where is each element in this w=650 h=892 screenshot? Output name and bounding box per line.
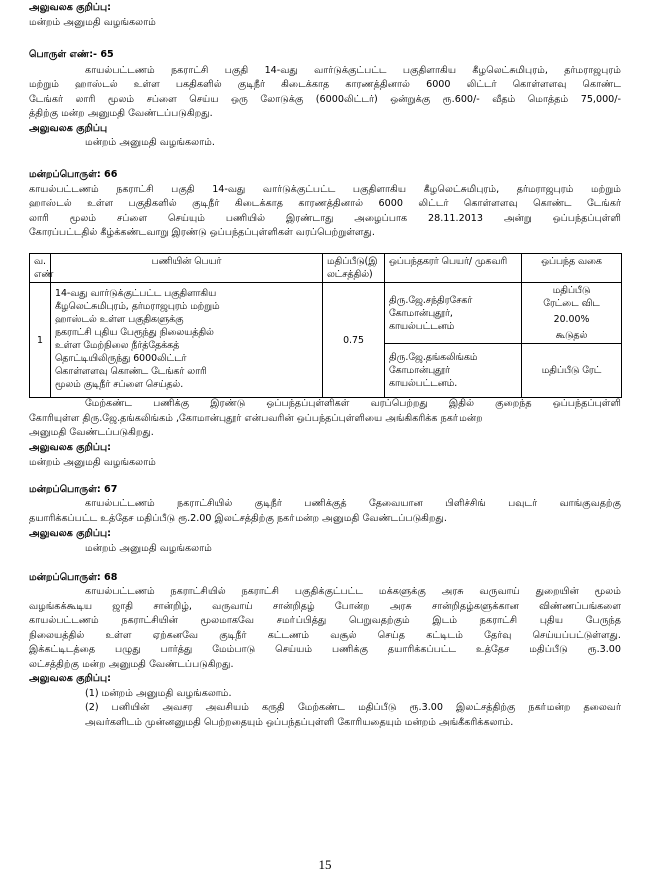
type-line: மதிப்பீடு ரேட் bbox=[541, 365, 602, 376]
type-line: மதிப்பீடு bbox=[552, 285, 591, 296]
contract-table bbox=[29, 253, 622, 398]
item68-title: மன்றப்பொருள்: 68 bbox=[29, 572, 118, 583]
item66-after-line-2: கோரியுள்ள திரு.ஜே.தங்கலிங்கம் ,கோமான்புதூர் என்பவரின் ஒப்பந்தப்புள்ளியை அங்கிகரிக்க நகா்மன்ற bbox=[29, 413, 483, 424]
contractor-line: திரு.ஜே.தங்கலிங்கம் bbox=[389, 352, 478, 363]
item66-after-line-3: அனுமதி வேண்டப்படுகிறது. bbox=[29, 427, 154, 438]
item65-title: பொருள் எண்:- 65 bbox=[29, 49, 114, 60]
item67-note-text: மன்றம் அனுமதி வழங்கலாம் bbox=[85, 543, 212, 554]
work-line: கீழலெட்சுமிபுரம், தர்மராஜபுரம் மற்றும் bbox=[55, 301, 220, 312]
item68-line-2: வழங்கக்கூடிய ஜாதி சான்றிழ், வருவாய் சான்றிதழ் போன்ற அரசு சான்றிதழ்களுக்கான விண்ணப்பங்களை bbox=[29, 601, 621, 612]
cell-estimate: 0.75 bbox=[323, 283, 385, 398]
contractor-line: கோமான்புதூர், bbox=[389, 307, 453, 319]
cell-type-2 bbox=[522, 344, 622, 398]
item66-note-heading: அலுவலக குறிப்பு: bbox=[29, 442, 112, 453]
contractor-line: காயல்பட்டனம். bbox=[389, 378, 458, 389]
contractor-line: காயல்பட்டனம் bbox=[389, 320, 455, 332]
contractor-line: கோமான்புதூர் bbox=[389, 365, 450, 376]
cell-work bbox=[51, 283, 323, 398]
item66-after-line-1: மேற்கண்ட பணிக்கு இரண்டு ஒப்பந்தப்புள்ளிகள் வரப்பெற்றது இதில் குறைந்த ஒப்பந்தப்புள்ளி bbox=[85, 398, 621, 409]
item67-note-heading: அலுவலக குறிப்பு: bbox=[29, 528, 112, 539]
cell-contractor-1 bbox=[385, 283, 522, 344]
top-note-text: மன்றம் அனுமதி வழங்கலாம் bbox=[29, 17, 156, 28]
item68-point-1: (1) மன்றம் அனுமதி வழங்கலாம். bbox=[85, 688, 232, 699]
type-line: 20.00% bbox=[553, 314, 590, 325]
page-number: 15 bbox=[318, 857, 332, 872]
table-row bbox=[30, 283, 622, 344]
type-line: கூடுதல் bbox=[555, 330, 588, 341]
cell-contractor-2 bbox=[385, 344, 522, 398]
col-header-type: ஒப்பந்த வகை bbox=[522, 254, 622, 283]
item66-title: மன்றப்பொருள்: 66 bbox=[29, 169, 118, 180]
item67-title: மன்றப்பொருள்: 67 bbox=[29, 484, 118, 495]
item65-note-text: மன்றம் அனுமதி வழங்கலாம். bbox=[85, 137, 215, 148]
item65-note-heading: அலுவலக குறிப்பு bbox=[29, 123, 108, 134]
work-line: உள்ள மேற்நிலை நீர்த்தேக்கத் bbox=[55, 340, 180, 351]
item66-line-3: லாரி மூலம் சப்ளை செய்யும் பணியில் இரண்டாது அழைப்பாக 28.11.2013 அன்று ஒப்பந்தப்புள்ளி bbox=[29, 213, 621, 224]
col-header-contractor: ஒப்பந்தகரர் பெயர்/ முகவரி bbox=[385, 254, 522, 283]
top-note-heading: அலுவலக குறிப்பு: bbox=[29, 2, 112, 13]
work-line: மூலம் குடிநீர் சப்ளை செய்தல். bbox=[55, 379, 184, 390]
item68-line-4: நிலையத்தில் உள்ள ஏற்கனவே குடிநீர் கட்டணம் வசூல் செய்த கட்டிடம் தேர்வு செய்யப்பட்டுள்ளது. bbox=[29, 630, 621, 641]
table-header-row bbox=[30, 254, 622, 283]
item67-line-1: காயல்பட்டணம் நகராட்சியில் குடிநீர் பணிக்குத் தேவையான பிளிச்சிங் பவுடர் வாங்குவதற்கு bbox=[85, 498, 621, 509]
item66-line-2: ஹாஸ்டல் உள்ள பகுதிகளில் குடிநீர் கிடைக்காத காரணத்தினால் 6000 லிட்டர் கொள்ளளவு கொண்ட டேங்கர் bbox=[29, 198, 621, 209]
item68-point-2-cont: அவர்களிடம் முன்னனுமதி பெற்றதையும் ஒப்பந்தப்புள்ளி கோரியதையும் மன்றம் அங்கீகரிக்கலாம். bbox=[85, 717, 514, 728]
work-line: தொட்டியிலிருந்து 6000லிட்டர் bbox=[55, 353, 187, 364]
work-line: கொள்ளளவு கொண்ட டேங்கர் லாரி bbox=[55, 366, 207, 377]
item67-line-2: தயாரிக்கப்பட்ட உத்தேச மதிப்பீடு ரூ.2.00 இலட்சத்திற்கு நகா்மன்ற அனுமதி வேண்டப்படுகிறது. bbox=[29, 513, 447, 524]
col-header-serial: வ. எண் bbox=[30, 254, 51, 283]
cell-type-1 bbox=[522, 283, 622, 344]
col-header-work: பணியின் பெயர் bbox=[51, 254, 323, 283]
item68-note-heading: அலுவலக குறிப்பு: bbox=[29, 673, 112, 684]
cell-serial: 1 bbox=[30, 283, 51, 398]
item68-line-1: காயல்பட்டணம் நகராட்சியில் நகராட்சி பகுதிக்குட்பட்ட மக்களுக்கு அரசு வருவாய் துறையின் மூலம் bbox=[85, 586, 621, 597]
item65-line-1: காயல்பட்டணம் நகராட்சி பகுதி 14-வது வார்டுக்குட்பட்ட பகுதிளாகிய கீழலெட்சுமிபுரம், தர்மராஜபுரம் bbox=[85, 65, 621, 76]
item68-line-5: இக்கட்டிடத்தை பழுது பார்த்து மேம்பாடு செய்யம் பணிக்கு தயாரிக்கப்பட்ட உத்தேச மதிப்பீடு ரூ.3.00 bbox=[29, 644, 621, 655]
work-line: ஹாஸ்டல் உள்ள பகுதிகளுக்கு bbox=[55, 314, 184, 325]
item65-line-4: த்திற்கு மன்ற அனுமதி வேண்டப்படுகிறது. bbox=[29, 108, 213, 119]
work-line: 14-வது வார்டுக்குட்பட்ட பகுதிளாகிய bbox=[55, 288, 217, 299]
item66-line-1: காயல்பட்டணம் நகராட்சி பகுதி 14-வது வார்டுக்குட்பட்ட பகுதிளாகிய கீழலெட்சுமிபுரம், தர்மராஜபுரம் மற்றும் bbox=[29, 184, 621, 195]
contractor-line: திரு.ஜே.சந்திரசேகர் bbox=[389, 294, 473, 306]
work-line: நகராட்சி புதிய பேரூந்து நிலையத்தில் bbox=[55, 327, 214, 338]
col-header-estimate: மதிப்பீடு(இ லட்சத்தில்) bbox=[323, 254, 385, 283]
item68-point-2: (2) பனியின் அவசர அவசியம் கருதி மேற்கண்ட மதிப்பீடு ரூ.3.00 இலட்சத்திற்கு நகா்மன்ற தலைவர் bbox=[85, 702, 621, 713]
type-line: ரேட்டை விட bbox=[543, 298, 600, 309]
item65-line-3: டேங்கர் லாரி மூலம் சப்ளை செய்ய ஒரு லோடுக்கு (6000லிட்டர்) ஒன்றுக்கு ரூ.600/- வீதம் மொத்தம் 75,000/- bbox=[29, 94, 621, 105]
item66-line-4: கோரப்பட்டதில் கீழ்க்கண்டவாறு இரண்டு ஒப்பந்தப்புள்ளிகள் வரப்பெற்றுள்ளது. bbox=[29, 227, 375, 238]
item68-line-3: காயல்பட்டணம் நகராட்சியின் மூலமாகவே சமா்ப்பித்து பெறுவதற்கும் இடம் நகராட்சி புதிய பேருந்த bbox=[29, 615, 621, 626]
item65-line-2: மற்றும் ஹாஸ்டல் உள்ள பகதிகளில் குடிநீர் கிடைக்காத காரணத்தினால் 6000 லிட்டர் கொள்ளளவு கொண்ட bbox=[29, 79, 621, 90]
item68-line-6: லட்சத்திற்கு மன்ற அனுமதி வேண்டப்படுகிறது. bbox=[29, 659, 234, 670]
item66-note-text: மன்றம் அனுமதி வழங்கலாம் bbox=[29, 457, 156, 468]
